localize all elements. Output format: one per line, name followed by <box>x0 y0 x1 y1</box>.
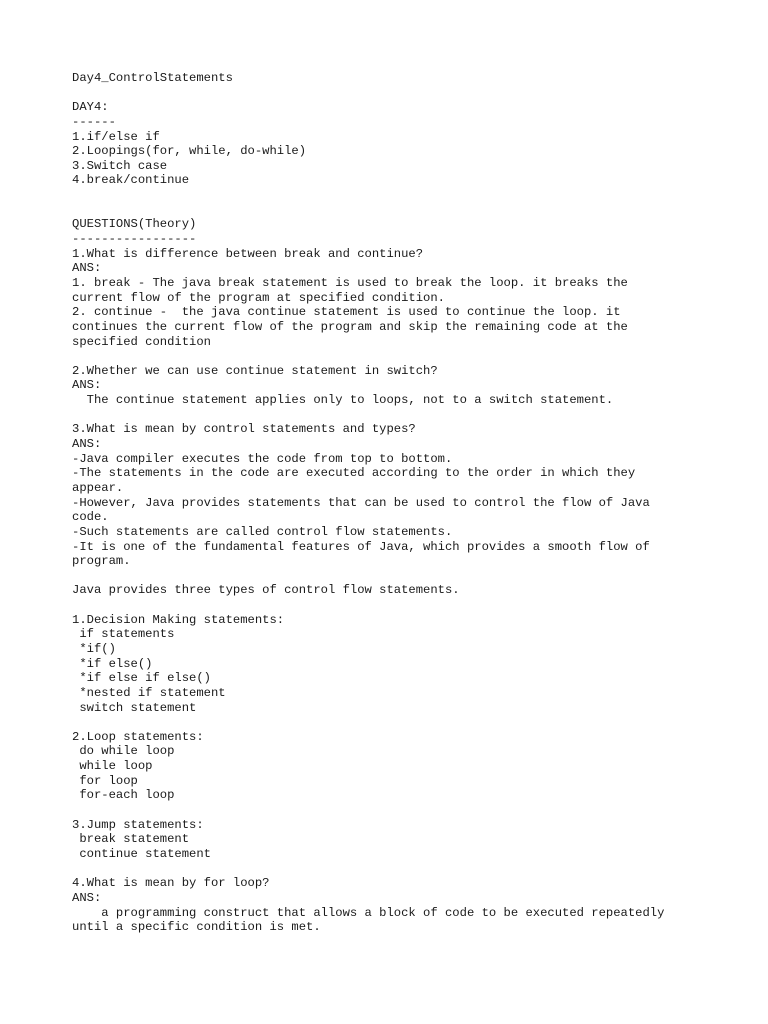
text-line: continues the current flow of the program and skip the remaining code at the <box>72 319 628 334</box>
text-line: -It is one of the fundamental features of Java, which provides a smooth flow of <box>72 539 650 554</box>
text-line: 2.Loop statements: <box>72 729 204 744</box>
text-line: *nested if statement <box>72 685 226 700</box>
text-line: 3.Jump statements: <box>72 817 204 832</box>
text-line: ANS: <box>72 437 102 452</box>
text-line: current flow of the program at specified condition. <box>72 290 445 305</box>
text-line: ------ <box>72 114 116 129</box>
text-line: ANS: <box>72 378 102 393</box>
text-line: *if() <box>72 641 116 656</box>
text-line <box>72 803 752 818</box>
text-line: Java provides three types of control flow statements. <box>72 583 460 598</box>
text-line: *if else() <box>72 656 153 671</box>
text-line <box>72 862 752 877</box>
text-line <box>72 349 752 364</box>
text-line: program. <box>72 554 131 569</box>
text-line: 1. break - The java break statement is used to break the loop. it breaks the <box>72 275 628 290</box>
text-line: for-each loop <box>72 788 175 803</box>
text-line <box>72 569 752 584</box>
text-line: 3.Switch case <box>72 158 168 173</box>
text-line: 2. continue - the java continue statement is used to continue the loop. it <box>72 305 621 320</box>
text-line: QUESTIONS(Theory) <box>72 217 197 232</box>
text-line: 1.if/else if <box>72 129 160 144</box>
text-line: 4.break/continue <box>72 173 190 188</box>
text-line: DAY4: <box>72 100 109 115</box>
text-line: ANS: <box>72 261 102 276</box>
text-line: specified condition <box>72 334 211 349</box>
text-line: 2.Whether we can use continue statement in switch? <box>72 363 438 378</box>
text-line: The continue statement applies only to loops, not to a switch statement. <box>72 393 614 408</box>
text-line: *if else if else() <box>72 671 211 686</box>
text-line <box>72 598 752 613</box>
text-line: break statement <box>72 832 190 847</box>
text-line: a programming construct that allows a block of code to be executed repeatedly <box>72 905 665 920</box>
text-line: until a specific condition is met. <box>72 920 321 935</box>
text-line: -Such statements are called control flow statements. <box>72 524 453 539</box>
text-line: 4.What is mean by for loop? <box>72 876 270 891</box>
text-line <box>72 715 752 730</box>
text-line: Day4_ControlStatements <box>72 71 233 85</box>
document-page <box>72 71 752 935</box>
text-line: do while loop <box>72 744 175 759</box>
text-line: 1.What is difference between break and continue? <box>72 246 424 261</box>
text-line: 1.Decision Making statements: <box>72 612 285 627</box>
text-line: 2.Loopings(for, while, do-while) <box>72 144 307 159</box>
text-line: -Java compiler executes the code from top to bottom. <box>72 451 453 466</box>
text-line: code. <box>72 510 109 525</box>
text-line <box>72 188 752 203</box>
text-line: continue statement <box>72 846 211 861</box>
text-line: ----------------- <box>72 232 197 247</box>
text-line: while loop <box>72 759 153 774</box>
text-line <box>72 408 752 423</box>
text-line: if statements <box>72 627 175 642</box>
text-line: -However, Java provides statements that can be used to control the flow of Java <box>72 495 650 510</box>
text-line: switch statement <box>72 700 197 715</box>
text-line: -The statements in the code are executed according to the order in which they <box>72 466 636 481</box>
text-line <box>72 203 752 218</box>
text-line: for loop <box>72 773 138 788</box>
text-line: appear. <box>72 480 124 495</box>
text-line: 3.What is mean by control statements and types? <box>72 422 416 437</box>
text-line <box>72 86 752 101</box>
text-line: ANS: <box>72 890 102 905</box>
